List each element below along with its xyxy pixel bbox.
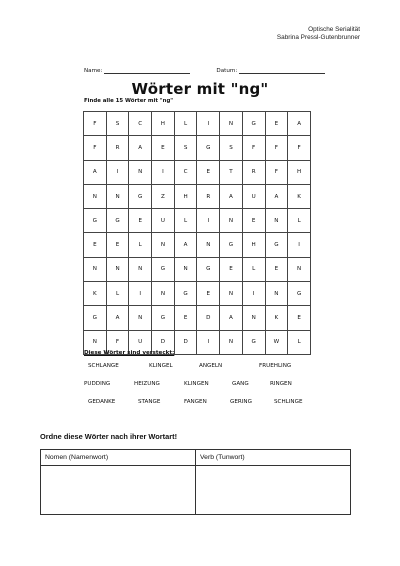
grid-cell[interactable]: A xyxy=(220,184,243,208)
grid-cell[interactable]: F xyxy=(288,136,311,160)
grid-cell[interactable]: N xyxy=(242,306,265,330)
hidden-word: GERING xyxy=(230,399,252,405)
verbs-column-header: Verb (Tunwort) xyxy=(196,450,351,466)
grid-cell[interactable]: H xyxy=(288,160,311,184)
grid-cell[interactable]: G xyxy=(197,257,220,281)
grid-row xyxy=(84,112,311,136)
grid-cell[interactable]: A xyxy=(265,184,288,208)
sorting-table xyxy=(40,449,351,515)
grid-cell[interactable]: D xyxy=(152,330,175,354)
grid-cell[interactable]: R xyxy=(197,184,220,208)
grid-cell[interactable]: G xyxy=(106,209,129,233)
date-field[interactable] xyxy=(216,68,325,74)
grid-cell[interactable]: I xyxy=(242,282,265,306)
grid-row xyxy=(84,282,311,306)
grid-cell[interactable]: W xyxy=(265,330,288,354)
word-row xyxy=(84,363,316,381)
grid-cell[interactable]: N xyxy=(106,257,129,281)
grid-cell[interactable]: N xyxy=(174,257,197,281)
hidden-word: GEDANKE xyxy=(88,399,116,405)
grid-cell[interactable]: I xyxy=(288,233,311,257)
word-row xyxy=(84,399,316,417)
grid-cell[interactable]: G xyxy=(84,306,107,330)
hidden-word: ANGELN xyxy=(199,363,223,369)
grid-cell[interactable]: N xyxy=(84,184,107,208)
header xyxy=(277,26,360,42)
name-line xyxy=(104,68,190,74)
grid-cell[interactable]: A xyxy=(174,233,197,257)
grid-cell[interactable]: K xyxy=(265,306,288,330)
hidden-word: FRUEHLING xyxy=(259,363,292,369)
grid-cell[interactable]: D xyxy=(197,306,220,330)
grid-cell[interactable]: R xyxy=(242,160,265,184)
grid-cell[interactable]: S xyxy=(106,112,129,136)
grid-cell[interactable]: E xyxy=(174,306,197,330)
worksheet-instruction: Finde alle 15 Wörter mit "ng" xyxy=(84,98,174,104)
grid-cell[interactable]: N xyxy=(288,257,311,281)
grid-row xyxy=(84,160,311,184)
grid-cell[interactable]: D xyxy=(174,330,197,354)
hidden-words-title: Diese Wörter sind versteckt: xyxy=(84,350,175,356)
grid-row xyxy=(84,136,311,160)
grid-cell[interactable]: R xyxy=(106,136,129,160)
grid-cell[interactable]: I xyxy=(197,112,220,136)
grid-cell[interactable]: I xyxy=(129,282,152,306)
grid-cell[interactable]: E xyxy=(288,306,311,330)
grid-cell[interactable]: N xyxy=(220,112,243,136)
hidden-word: KLINGEN xyxy=(184,381,209,387)
grid-cell[interactable]: T xyxy=(220,160,243,184)
grid-cell[interactable]: A xyxy=(129,136,152,160)
date-label: Datum: xyxy=(216,68,238,74)
grid-cell[interactable]: F xyxy=(106,330,129,354)
grid-cell[interactable]: G xyxy=(197,136,220,160)
grid-cell[interactable]: N xyxy=(220,209,243,233)
hidden-word: PUDDING xyxy=(84,381,111,387)
grid-cell[interactable]: N xyxy=(152,233,175,257)
grid-cell[interactable]: S xyxy=(220,136,243,160)
grid-cell[interactable]: G xyxy=(242,112,265,136)
grid-row xyxy=(84,233,311,257)
grid-cell[interactable]: K xyxy=(288,184,311,208)
grid-cell[interactable]: F xyxy=(265,160,288,184)
grid-cell[interactable]: G xyxy=(152,306,175,330)
grid-cell[interactable]: N xyxy=(265,282,288,306)
grid-cell[interactable]: E xyxy=(197,160,220,184)
hidden-word: HEIZUNG xyxy=(134,381,160,387)
date-line xyxy=(239,68,325,74)
grid-cell[interactable]: C xyxy=(174,160,197,184)
name-date-fields xyxy=(84,68,324,74)
grid-cell[interactable]: G xyxy=(129,184,152,208)
grid-cell[interactable]: A xyxy=(106,306,129,330)
task-instruction: Ordne diese Wörter nach ihrer Wortart! xyxy=(40,432,178,441)
grid-cell[interactable]: H xyxy=(242,233,265,257)
grid-cell[interactable]: N xyxy=(129,257,152,281)
grid-cell[interactable]: E xyxy=(129,209,152,233)
nouns-column-header: Nomen (Namenwort) xyxy=(41,450,196,466)
word-row xyxy=(84,381,316,399)
header-line-1: Optische Serialität xyxy=(308,26,360,33)
grid-cell[interactable]: L xyxy=(288,330,311,354)
grid-cell[interactable]: E xyxy=(197,282,220,306)
grid-cell[interactable]: E xyxy=(265,257,288,281)
hidden-word: STANGE xyxy=(138,399,161,405)
grid-cell[interactable]: E xyxy=(242,209,265,233)
grid-row xyxy=(84,184,311,208)
grid-row xyxy=(84,257,311,281)
grid-cell[interactable]: L xyxy=(242,257,265,281)
grid-cell[interactable]: G xyxy=(220,233,243,257)
grid-cell[interactable]: G xyxy=(84,209,107,233)
grid-cell[interactable]: U xyxy=(242,184,265,208)
grid-cell[interactable]: H xyxy=(174,184,197,208)
grid-cell[interactable]: F xyxy=(84,112,107,136)
grid-cell[interactable]: N xyxy=(152,282,175,306)
grid-cell[interactable]: I xyxy=(197,330,220,354)
hidden-word: GANG xyxy=(232,381,249,387)
grid-cell[interactable]: K xyxy=(84,282,107,306)
grid-cell[interactable]: A xyxy=(288,112,311,136)
grid-row xyxy=(84,306,311,330)
grid-cell[interactable]: U xyxy=(129,330,152,354)
grid-cell[interactable]: F xyxy=(265,136,288,160)
grid-cell[interactable]: Z xyxy=(152,184,175,208)
grid-cell[interactable]: I xyxy=(106,160,129,184)
name-field[interactable] xyxy=(84,68,190,74)
grid-cell[interactable]: S xyxy=(174,136,197,160)
grid-cell[interactable]: N xyxy=(197,233,220,257)
grid-cell[interactable]: N xyxy=(220,330,243,354)
grid-cell[interactable]: N xyxy=(265,209,288,233)
grid-cell[interactable]: G xyxy=(174,282,197,306)
verbs-answer-cell[interactable] xyxy=(196,466,351,515)
grid-cell[interactable]: E xyxy=(220,257,243,281)
grid-cell[interactable]: E xyxy=(106,233,129,257)
grid-cell[interactable]: L xyxy=(174,209,197,233)
nouns-answer-cell[interactable] xyxy=(41,466,196,515)
grid-cell[interactable]: F xyxy=(84,136,107,160)
grid-cell[interactable]: E xyxy=(84,233,107,257)
worksheet-title: Wörter mit "ng" xyxy=(131,80,269,98)
hidden-word: RINGEN xyxy=(270,381,292,387)
grid-cell[interactable]: A xyxy=(220,306,243,330)
header-line-2: Sabrina Pressl-Gutenbrunner xyxy=(276,34,360,41)
grid-cell[interactable]: E xyxy=(152,136,175,160)
grid-cell[interactable]: L xyxy=(129,233,152,257)
hidden-word-list xyxy=(84,363,316,417)
grid-cell[interactable]: L xyxy=(288,209,311,233)
grid-cell[interactable]: L xyxy=(106,282,129,306)
grid-cell[interactable]: E xyxy=(265,112,288,136)
grid-cell[interactable]: N xyxy=(129,160,152,184)
grid-cell[interactable]: C xyxy=(129,112,152,136)
grid-row xyxy=(84,209,311,233)
grid-cell[interactable]: N xyxy=(84,257,107,281)
grid-cell[interactable]: U xyxy=(152,209,175,233)
grid-cell[interactable]: I xyxy=(197,209,220,233)
grid-cell[interactable]: H xyxy=(152,112,175,136)
grid-cell[interactable]: G xyxy=(242,330,265,354)
hidden-word: SCHLINGE xyxy=(274,399,303,405)
grid-cell[interactable]: N xyxy=(106,184,129,208)
grid-cell[interactable]: I xyxy=(152,160,175,184)
hidden-word: FANGEN xyxy=(184,399,207,405)
grid-cell[interactable]: A xyxy=(84,160,107,184)
grid-cell[interactable]: N xyxy=(220,282,243,306)
grid-cell[interactable]: G xyxy=(152,257,175,281)
grid-cell[interactable]: N xyxy=(129,306,152,330)
grid-cell[interactable]: L xyxy=(174,112,197,136)
grid-cell[interactable]: F xyxy=(242,136,265,160)
hidden-word: KLINGEL xyxy=(149,363,173,369)
hidden-word: SCHLANGE xyxy=(88,363,119,369)
grid-cell[interactable]: N xyxy=(84,330,107,354)
grid-cell[interactable]: G xyxy=(288,282,311,306)
letter-grid xyxy=(83,111,311,355)
name-label: Name: xyxy=(84,68,103,74)
grid-cell[interactable]: G xyxy=(265,233,288,257)
